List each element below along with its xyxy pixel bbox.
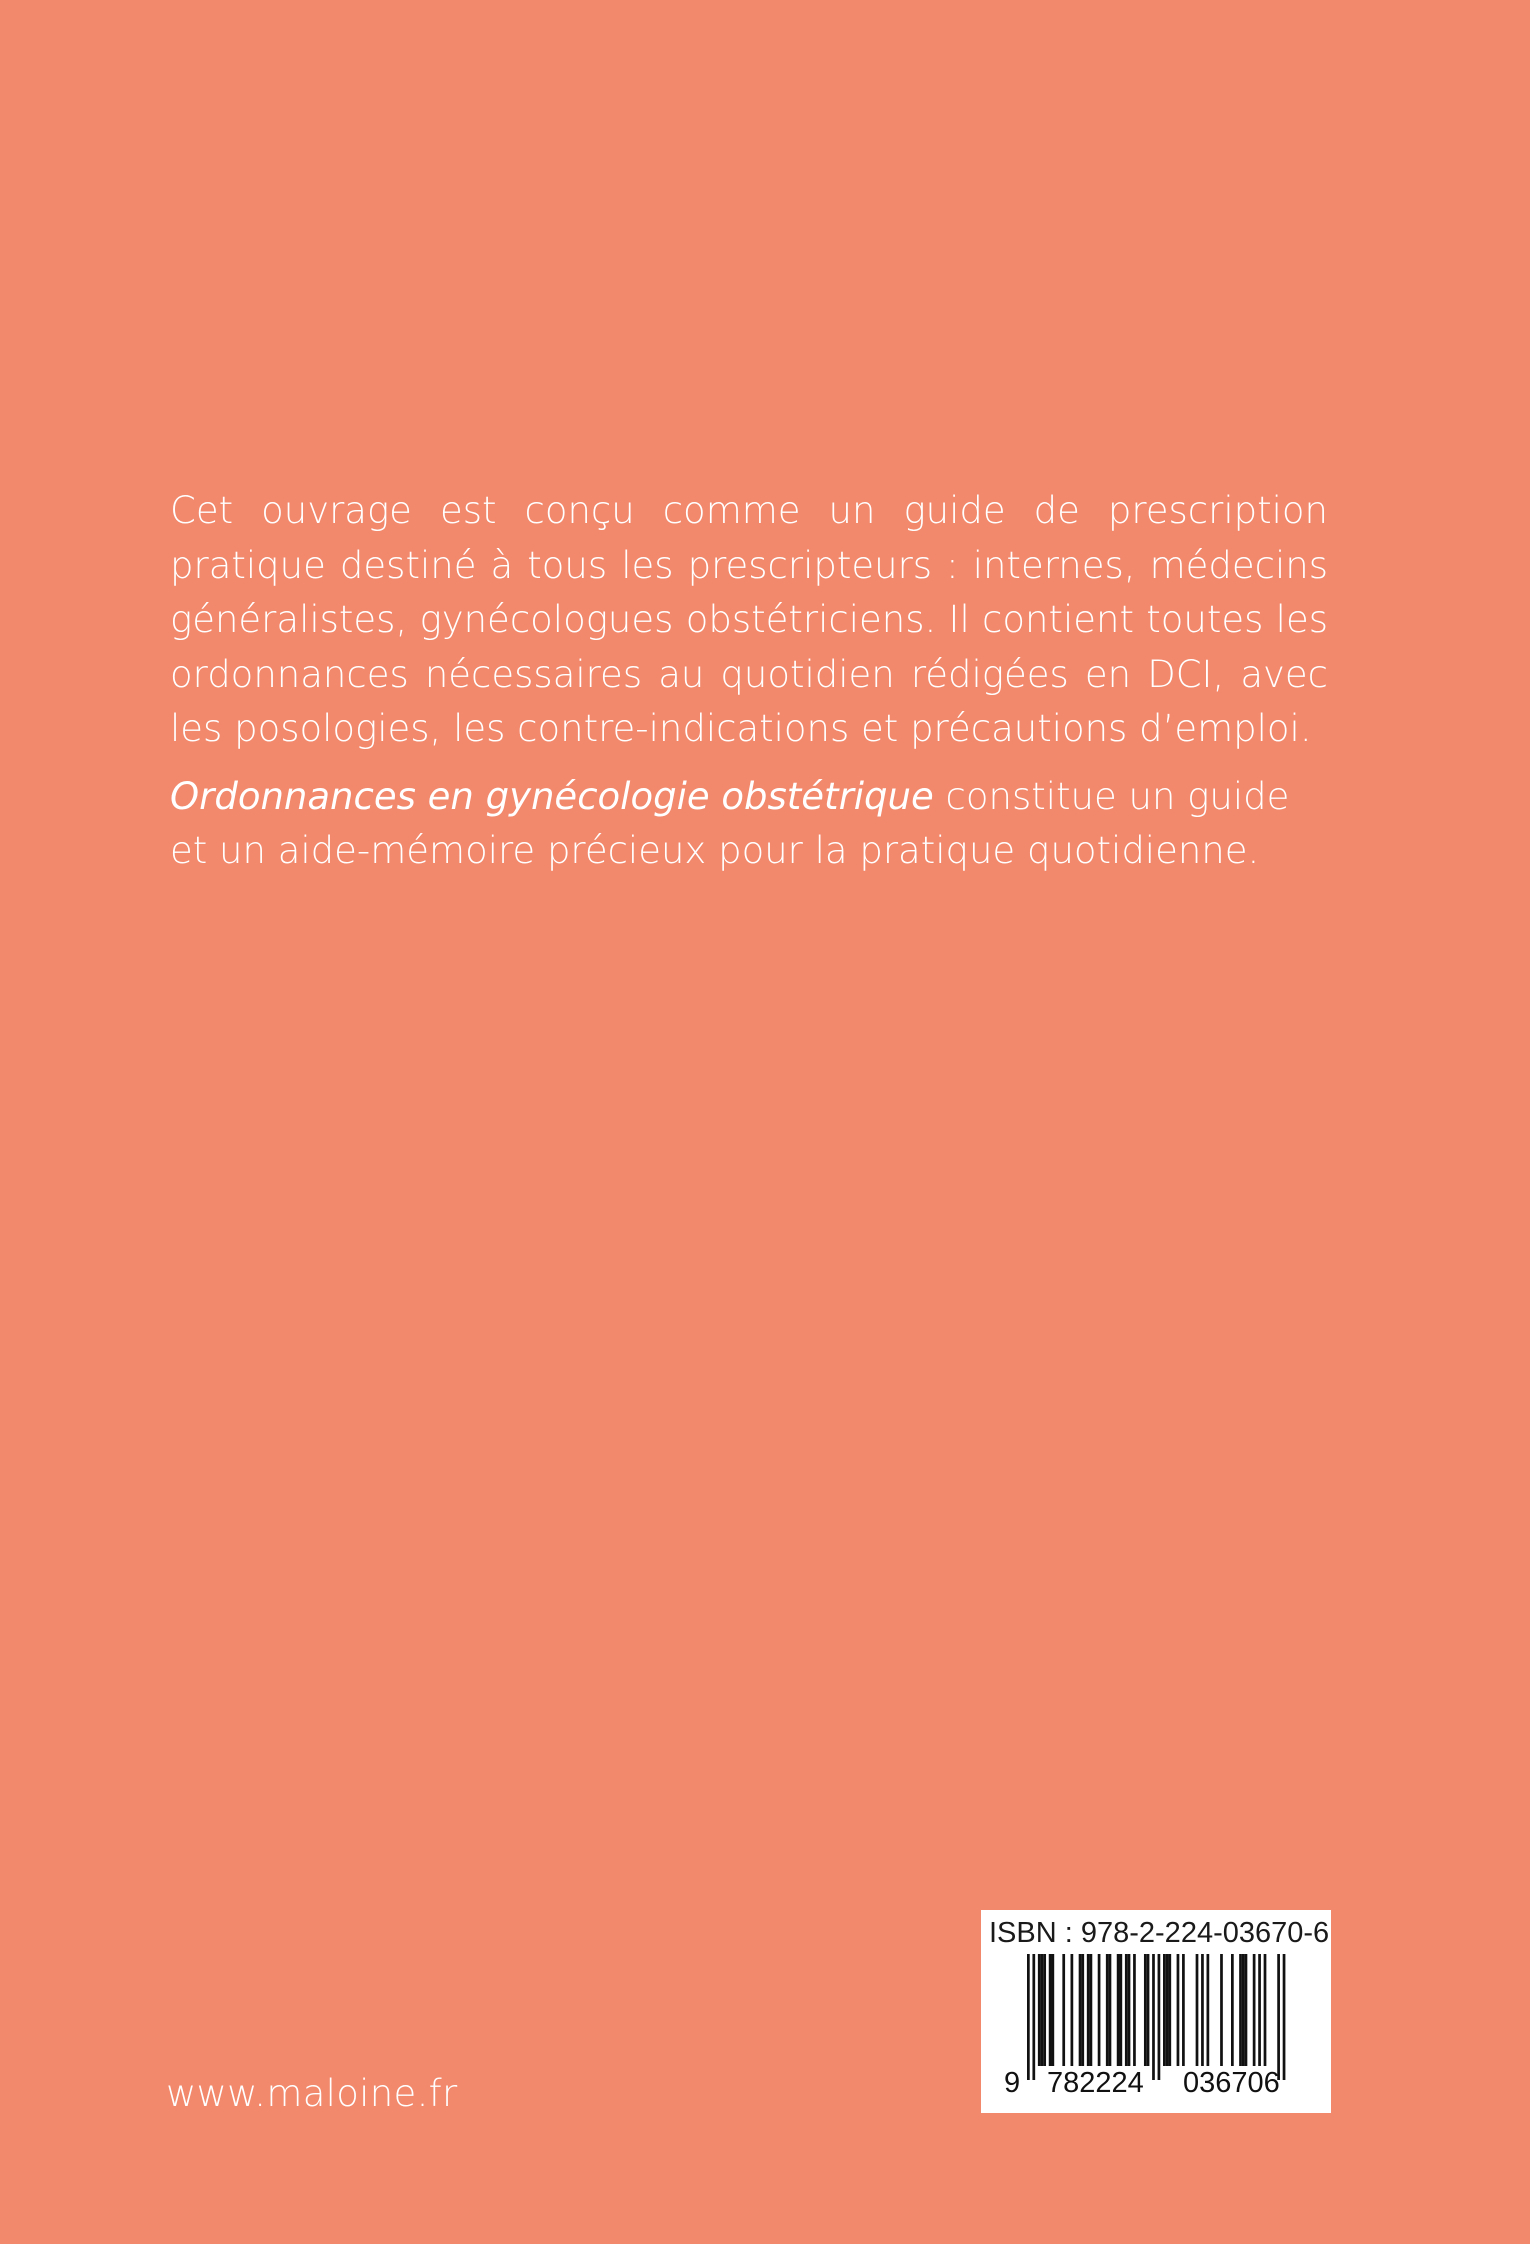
barcode-digits-right: 036706 (1183, 2067, 1280, 2099)
barcode-bar (1245, 1954, 1248, 2066)
barcode-bar (1027, 1954, 1030, 2080)
barcode-bar (1144, 1954, 1147, 2066)
barcode-bar (1043, 1954, 1046, 2066)
barcode-bar (1119, 1954, 1122, 2066)
blurb-paragraph-1: Cet ouvrage est conçu comme un guide de prescription pratique destiné à tous les prescripteurs : internes, médecins généralistes, gynécologues obstétriciens. Il contient toutes les ordonnances nécessaires au quotidien rédigées en DCI, avec les posologies, les contre-indications et précautions d’emploi. (170, 489, 1328, 750)
barcode-bar (1133, 1954, 1136, 2066)
barcode-bar (1166, 1954, 1169, 2066)
barcode-bar (1253, 1954, 1256, 2066)
barcode-bar (1109, 1954, 1112, 2066)
barcode-bar (1258, 1954, 1261, 2066)
barcode-bar (1201, 1954, 1204, 2066)
barcode-bar (1125, 1954, 1128, 2066)
barcode-bar (1207, 1954, 1210, 2066)
barcode-bar (1098, 1954, 1101, 2066)
barcode-bar (1071, 1954, 1074, 2066)
isbn-barcode-box (981, 1910, 1331, 2113)
barcode-bar (1163, 1954, 1166, 2066)
barcode-bar (1242, 1954, 1245, 2066)
barcode-bar (1081, 1954, 1084, 2066)
barcode-bar (1147, 1954, 1150, 2066)
barcode-bar (1182, 1954, 1185, 2066)
barcode-bar (1152, 1954, 1155, 2080)
back-cover-blurb (170, 484, 1328, 879)
barcode-bar (1220, 1954, 1223, 2066)
barcode-bar (1062, 1954, 1065, 2066)
barcode-bar (1087, 1954, 1090, 2066)
barcode-bar (1158, 1954, 1161, 2080)
barcode-bar (1038, 1954, 1041, 2066)
barcode-bar (1196, 1954, 1199, 2066)
book-title-italic: Ordonnances en gynécologie obstétrique (170, 774, 934, 818)
blurb-paragraph-2-rest: constitue un guide et un aide-mémoire précieux pour la pratique quotidienne. (170, 774, 1290, 872)
barcode-bar (1090, 1954, 1093, 2066)
barcode-bar (1231, 1954, 1234, 2066)
isbn-label: ISBN : 978-2-224-03670-6 (989, 1917, 1330, 1949)
barcode-bar (1032, 1954, 1035, 2080)
barcode-bar (1128, 1954, 1131, 2066)
barcode-bar (1239, 1954, 1242, 2066)
barcode-bar (1283, 1954, 1286, 2080)
barcode-bar (1051, 1954, 1054, 2066)
barcode-bar (1168, 1954, 1171, 2066)
barcode-digit-lead: 9 (1004, 2067, 1021, 2099)
barcode-bar (1079, 1954, 1082, 2066)
publisher-website: www.maloine.fr (166, 2072, 458, 2115)
barcode-bar (1177, 1954, 1180, 2066)
barcode-bar (1277, 1954, 1280, 2080)
barcode-bar (1041, 1954, 1044, 2066)
barcode-bar (1264, 1954, 1267, 2066)
barcode-bar (1117, 1954, 1120, 2066)
blurb-paragraph-2 (170, 770, 1328, 879)
barcode-bar (1049, 1954, 1052, 2066)
barcode-digits-left: 782224 (1047, 2067, 1144, 2099)
barcode-bar (1106, 1954, 1109, 2066)
